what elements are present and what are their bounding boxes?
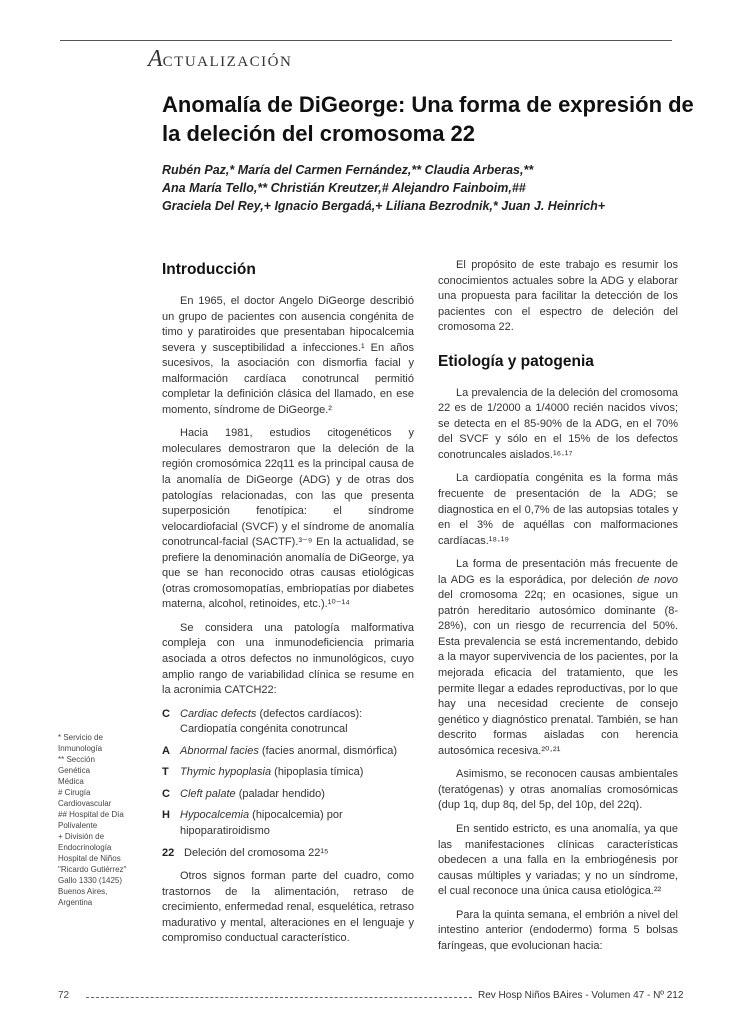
list-desc: (facies anormal, dismórfica): [258, 744, 398, 757]
list-term: Thymic hypoplasia: [180, 766, 272, 779]
intro-heading: Introducción: [162, 261, 256, 278]
author-line: Ana María Tello,** Christián Kreutzer,# Alejandro Fainboim,##: [162, 181, 526, 195]
intro-paragraph-4: Otros signos forman parte del cuadro, como trastornos de la alimentación, retraso de crecimiento, enfermedad renal, esquelética, retraso madurativo y mental, alteraciones en el lenguaje y compromiso conductual característico.: [162, 870, 414, 945]
journal-citation: Rev Hosp Niños BAires - Volumen 47 - Nº 212: [478, 990, 684, 1001]
list-desc: (defectos cardíacos): Cardiopatía congénita conotruncal: [180, 707, 363, 736]
affiliation-line: Polivalente: [58, 821, 98, 830]
article-title: Anomalía de DiGeorge: Una forma de expresión de la deleción del cromosoma 22: [162, 92, 694, 146]
author-line: Rubén Paz,* María del Carmen Fernández,** Claudia Arberas,**: [162, 163, 534, 177]
list-term: Cardiac defects: [180, 707, 257, 720]
text-span: del cromosoma 22q; en ocasiones, sigue un patrón hereditario autosómico dominante (8-28%), con un riesgo de recurrencia del 50%. Esta prevalencia se está incrementando, debido a la mayor supervivencia de los pacientes, por la mejorada eficacia del tratamiento, que les permite llegar a edades reproductivas, por lo que hay una necesidad creciente de consejo genético y diagnóstico prenatal. También, se han descrito formas aisladas con herencia autosómica recesiva.²⁰·²¹: [438, 589, 678, 757]
list-letter: H: [162, 809, 170, 822]
right-column: [438, 258, 678, 962]
list-desc: Deleción del cromosoma 22¹⁵: [184, 846, 329, 859]
list-desc: (hipoplasia tímica): [271, 766, 364, 779]
page-number: 72: [58, 990, 70, 1001]
top-rule: [60, 40, 672, 41]
list-term: Abnormal facies: [180, 744, 259, 757]
list-letter: C: [162, 707, 170, 720]
affiliation-line: + División de: [58, 832, 105, 841]
affiliation-line: ** Sección: [58, 755, 95, 764]
affiliation-line: # Cirugía: [58, 788, 91, 797]
list-item: [162, 787, 414, 803]
etiology-paragraph-3: [438, 557, 678, 759]
author-list: [162, 161, 707, 215]
list-letter: C: [162, 787, 170, 800]
affiliation-line: Hospital de Niños: [58, 854, 121, 863]
etiology-paragraph-6: Para la quinta semana, el embrión a nivel del intestino anterior (endodermo) forma 5 bolsas faríngeas, que evolucionan hacia:: [438, 908, 678, 952]
left-column: [162, 258, 414, 955]
etiology-paragraph-1: La prevalencia de la deleción del cromosoma 22 es de 1/2000 a 1/4000 recién nacidos vivos; se detecta en el 85-90% de la ADG, en el 70% del SVCF y sólo en el 15% de los defectos conotruncales aislados.¹⁶·¹⁷: [438, 386, 678, 461]
section-label-text: CTUALIZACIÓN: [162, 54, 293, 70]
section-initial: A: [148, 46, 163, 72]
list-item: [162, 707, 414, 738]
list-desc: (paladar hendido): [235, 787, 325, 800]
footer-rule: [86, 997, 472, 998]
affiliation-line: Cardiovascular: [58, 799, 112, 808]
etiology-paragraph-2: La cardiopatía congénita es la forma más frecuente de presentación de la ADG; se diagnostica en el 0,7% de las autopsias totales y en el 3% de aquéllas con malformaciones cardíacas.¹⁸·¹⁹: [438, 472, 678, 547]
list-letter: T: [162, 766, 169, 779]
affiliation-line: Argentina: [58, 898, 93, 907]
affiliation-line: Buenos Aires,: [58, 887, 108, 896]
list-item: [162, 744, 414, 760]
catch22-list: [162, 707, 414, 861]
etiology-paragraph-4: Asimismo, se reconocen causas ambientales (teratógenas) y otras anomalías cromosómicas (dup 1q, dup 8q, del 5p, del 10p, del 22q).: [438, 768, 678, 812]
etiology-paragraph-5: En sentido estricto, es una anomalía, ya que las manifestaciones clínicas características obedecen a una falla en la embriogénesis por causas múltiples y variadas; y no un síndrome, el cual reconoce una única causa etiológica.²²: [438, 822, 678, 898]
list-term: Hypocalcemia: [180, 809, 250, 822]
list-item: [162, 808, 414, 839]
affiliation-line: Genética: [58, 766, 91, 775]
affiliation-line: ## Hospital de Día: [58, 810, 124, 819]
list-letter: A: [162, 744, 170, 757]
affiliation-line: Endocrinología: [58, 843, 112, 852]
text-emphasis: de novo: [637, 573, 678, 586]
intro-paragraph-2: Hacia 1981, estudios citogenéticos y moleculares demostraron que la deleción de la región cromosómica 22q11 es la principal causa de la anomalía de DiGeorge (ADG) y de otras dos patologías relacionadas, con las que presenta superposición fenotípica: el síndrome velocardiofacial (SVCF) y el síndrome de anomalía conotruncal-facial (SACTF).³⁻⁹ En la actualidad, se prefiere la denominación anomalía de DiGeorge, ya que se han reconocido otras causas etiológicas (otras cromosomopatías, embriopatías por diabetes materna, alcohol, retinoides, etc.).¹⁰⁻¹⁴: [162, 427, 414, 611]
affiliation-line: * Servicio de: [58, 733, 103, 742]
list-item: [162, 846, 414, 862]
section-label: [148, 46, 292, 73]
affiliation-line: Médica: [58, 777, 84, 786]
affiliation-line: Gallo 1330 (1425): [58, 876, 123, 885]
list-letter: 22: [162, 846, 175, 859]
list-item: [162, 765, 414, 781]
intro-paragraph-1: En 1965, el doctor Angelo DiGeorge describió un grupo de pacientes con ausencia congénita de timo y paratiroides que presentaban hipocalcemia severa y susceptibilidad a infecciones.¹ En años sucesivos, la asociación con dismorfia facial y malformación cardíaca conotruncal permitió completar la definición clásica del llamado, en ese momento, síndrome de DiGeorge.²: [162, 295, 414, 416]
author-line: Graciela Del Rey,+ Ignacio Bergadá,+ Liliana Bezrodnik,* Juan J. Heinrich+: [162, 199, 606, 213]
etiology-heading: Etiología y patogenia: [438, 352, 594, 370]
intro-paragraph-3: Se considera una patología malformativa compleja con una inmunodeficiencia primaria asociada a otros defectos no inmunológicos, cuyo amplio rango de variabilidad clínica se resume en la acronimia CATCH22:: [162, 621, 414, 697]
list-term: Cleft palate: [180, 787, 236, 800]
affiliations: [58, 732, 150, 908]
list-desc: (hipocalcemia) por hipoparatiroidismo: [180, 809, 343, 837]
affiliation-line: "Ricardo Gutiérrez": [58, 865, 127, 874]
affiliation-line: Inmunología: [58, 744, 103, 753]
purpose-paragraph: El propósito de este trabajo es resumir los conocimientos actuales sobre la ADG y elaborar una propuesta para facilitar la detección de los pacientes con el espectro de deleción del cromosoma 22.: [438, 259, 678, 334]
text-span: La forma de presentación más frecuente de la ADG es la esporádica, por deleción: [438, 558, 678, 586]
